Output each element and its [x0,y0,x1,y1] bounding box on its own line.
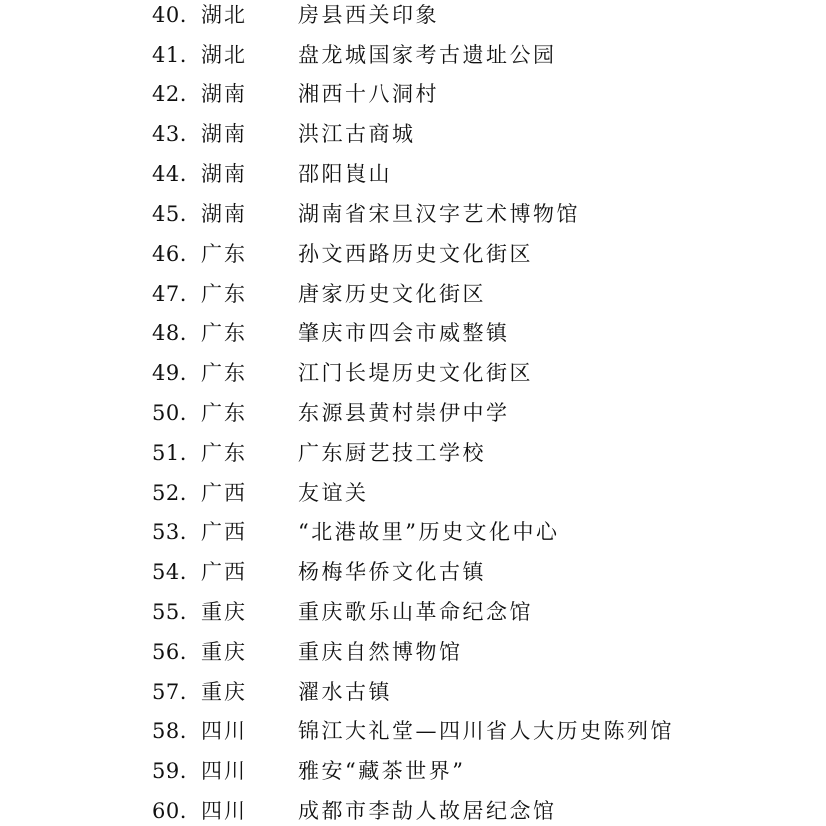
item-site-name: 东源县黄村崇伊中学 [298,401,510,425]
list-item [0,358,826,388]
list-item [0,318,826,348]
item-site-name: 邵阳崀山 [298,162,392,186]
item-number: 58. [152,719,187,743]
item-province: 广东 [201,361,247,385]
list-item [0,279,826,309]
list-item [0,398,826,428]
list-item [0,239,826,269]
item-number: 49. [152,361,187,385]
item-number: 57. [152,680,187,704]
item-province: 湖南 [201,122,247,146]
item-number: 59. [152,759,187,783]
item-province: 广西 [201,560,247,584]
list-item [0,716,826,746]
item-number: 53. [152,520,187,544]
list-item [0,637,826,667]
list-item [0,597,826,627]
list-item [0,756,826,786]
item-site-name: 湘西十八洞村 [298,82,439,106]
item-site-name: 肇庆市四会市威整镇 [298,321,510,345]
list-item [0,438,826,468]
item-number: 50. [152,401,187,425]
item-site-name: 孙文西路历史文化街区 [298,242,533,266]
list-item [0,796,826,826]
item-site-name: 友谊关 [298,481,369,505]
item-site-name: 锦江大礼堂—四川省人大历史陈列馆 [298,719,674,743]
list-item [0,79,826,109]
list-item [0,677,826,707]
item-province: 广西 [201,520,247,544]
item-number: 56. [152,640,187,664]
item-site-name: 重庆歌乐山革命纪念馆 [298,600,533,624]
list-item [0,159,826,189]
item-number: 44. [152,162,187,186]
item-number: 60. [152,799,187,823]
item-site-name: 杨梅华侨文化古镇 [298,560,486,584]
item-site-name: 洪江古商城 [298,122,416,146]
item-province: 湖南 [201,202,247,226]
item-site-name: 成都市李劼人故居纪念馆 [298,799,557,823]
item-province: 广东 [201,282,247,306]
item-number: 47. [152,282,187,306]
item-number: 45. [152,202,187,226]
list-item [0,517,826,547]
item-number: 46. [152,242,187,266]
list-item [0,0,826,30]
item-site-name: 重庆自然博物馆 [298,640,463,664]
item-number: 41. [152,43,187,67]
item-number: 54. [152,560,187,584]
item-province: 湖南 [201,162,247,186]
item-site-name: 唐家历史文化街区 [298,282,486,306]
item-province: 广东 [201,401,247,425]
item-number: 43. [152,122,187,146]
item-site-name: 濯水古镇 [298,680,392,704]
list-item [0,199,826,229]
item-site-name: “北港故里”历史文化中心 [298,520,560,544]
item-number: 48. [152,321,187,345]
item-province: 广东 [201,441,247,465]
item-site-name: 房县西关印象 [298,3,439,27]
item-number: 55. [152,600,187,624]
item-province: 四川 [201,719,247,743]
item-province: 湖北 [201,43,247,67]
list-item [0,40,826,70]
item-number: 40. [152,3,187,27]
item-province: 广东 [201,242,247,266]
list-item [0,557,826,587]
item-site-name: 雅安“藏茶世界” [298,759,466,783]
item-province: 四川 [201,799,247,823]
item-province: 四川 [201,759,247,783]
item-province: 广西 [201,481,247,505]
item-site-name: 盘龙城国家考古遗址公园 [298,43,557,67]
item-province: 重庆 [201,600,247,624]
item-province: 重庆 [201,680,247,704]
item-site-name: 广东厨艺技工学校 [298,441,486,465]
item-province: 湖北 [201,3,247,27]
item-site-name: 湖南省宋旦汉字艺术博物馆 [298,202,580,226]
list-item [0,478,826,508]
item-province: 重庆 [201,640,247,664]
list-item [0,119,826,149]
item-site-name: 江门长堤历史文化街区 [298,361,533,385]
item-province: 湖南 [201,82,247,106]
item-province: 广东 [201,321,247,345]
item-number: 52. [152,481,187,505]
item-number: 42. [152,82,187,106]
item-number: 51. [152,441,187,465]
